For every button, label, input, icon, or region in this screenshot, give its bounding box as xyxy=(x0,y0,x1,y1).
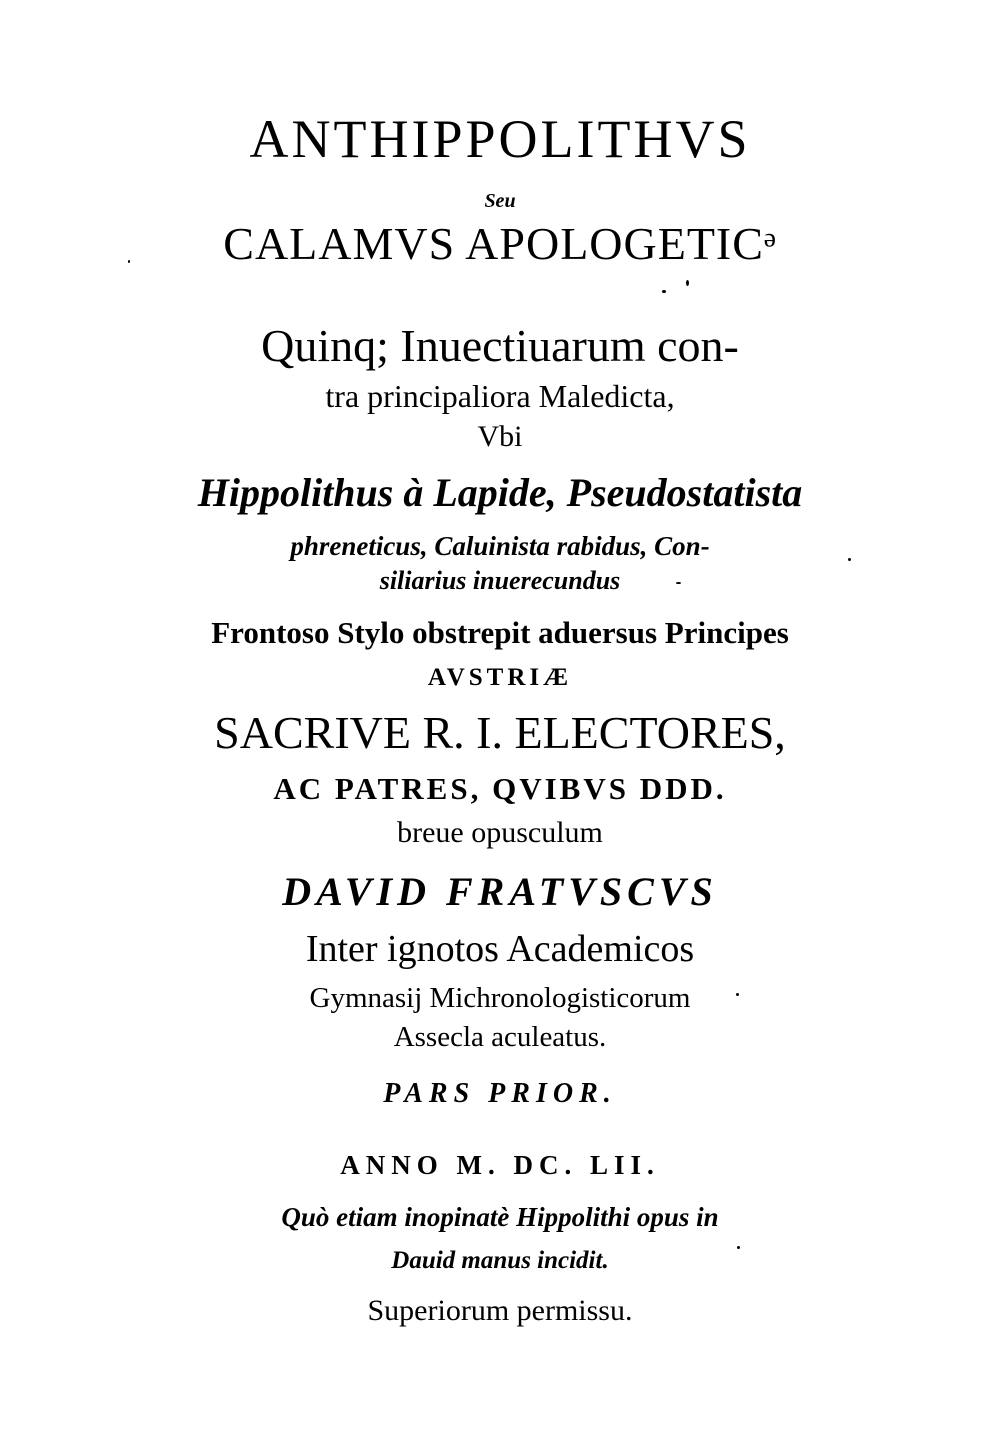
permission-line: Superiorum permissu. xyxy=(367,1294,633,1327)
ink-speck xyxy=(848,558,851,561)
ink-speck xyxy=(128,260,130,263)
ink-speck xyxy=(662,290,666,293)
line-gymnasij: Gymnasij Michronologisticorum xyxy=(309,982,691,1014)
line-siliarius: siliarius inuerecundus xyxy=(379,566,621,595)
line-vbi: Vbi xyxy=(477,420,523,453)
seu-connector: Seu xyxy=(484,190,516,212)
line-quo: Quò etiam inopinatè Hippolithi opus in xyxy=(281,1202,719,1232)
line-hippolithus: Hippolithus à Lapide, Pseudostatista xyxy=(197,470,803,515)
title-main: ANTHIPPOLITHVS xyxy=(249,109,751,169)
title-sub: CALAMVS APOLOGETICᵊ xyxy=(223,218,777,269)
line-dauid: Dauid manus incidit. xyxy=(391,1247,609,1274)
line-inter: Inter ignotos Academicos xyxy=(305,928,695,970)
line-austriae: AVSTRIÆ xyxy=(427,664,573,691)
line-frontoso: Frontoso Stylo obstrepit aduersus Principes xyxy=(211,615,789,650)
pars-prior: PARS PRIOR. xyxy=(383,1078,617,1109)
line-phreneticus: phreneticus, Caluinista rabidus, Con- xyxy=(290,531,710,561)
anno-line: ANNO M. DC. LII. xyxy=(340,1150,660,1180)
author-name: DAVID FRATVSCVS xyxy=(282,869,718,914)
ink-speck xyxy=(737,1246,740,1249)
ink-speck xyxy=(686,280,689,286)
ink-speck xyxy=(676,582,681,584)
line-ac-patres: AC PATRES, QVIBVS DDD. xyxy=(273,771,727,806)
line-breue: breue opusculum xyxy=(397,816,603,849)
line-assecla: Assecla aculeatus. xyxy=(393,1021,607,1053)
ink-speck xyxy=(736,993,739,996)
line-sacri: SACRIVE R. I. ELECTORES, xyxy=(214,707,786,758)
line-quinq: Quinq; Inuectiuarum con- xyxy=(261,320,739,371)
line-tra: tra principaliora Maledicta, xyxy=(325,378,675,414)
